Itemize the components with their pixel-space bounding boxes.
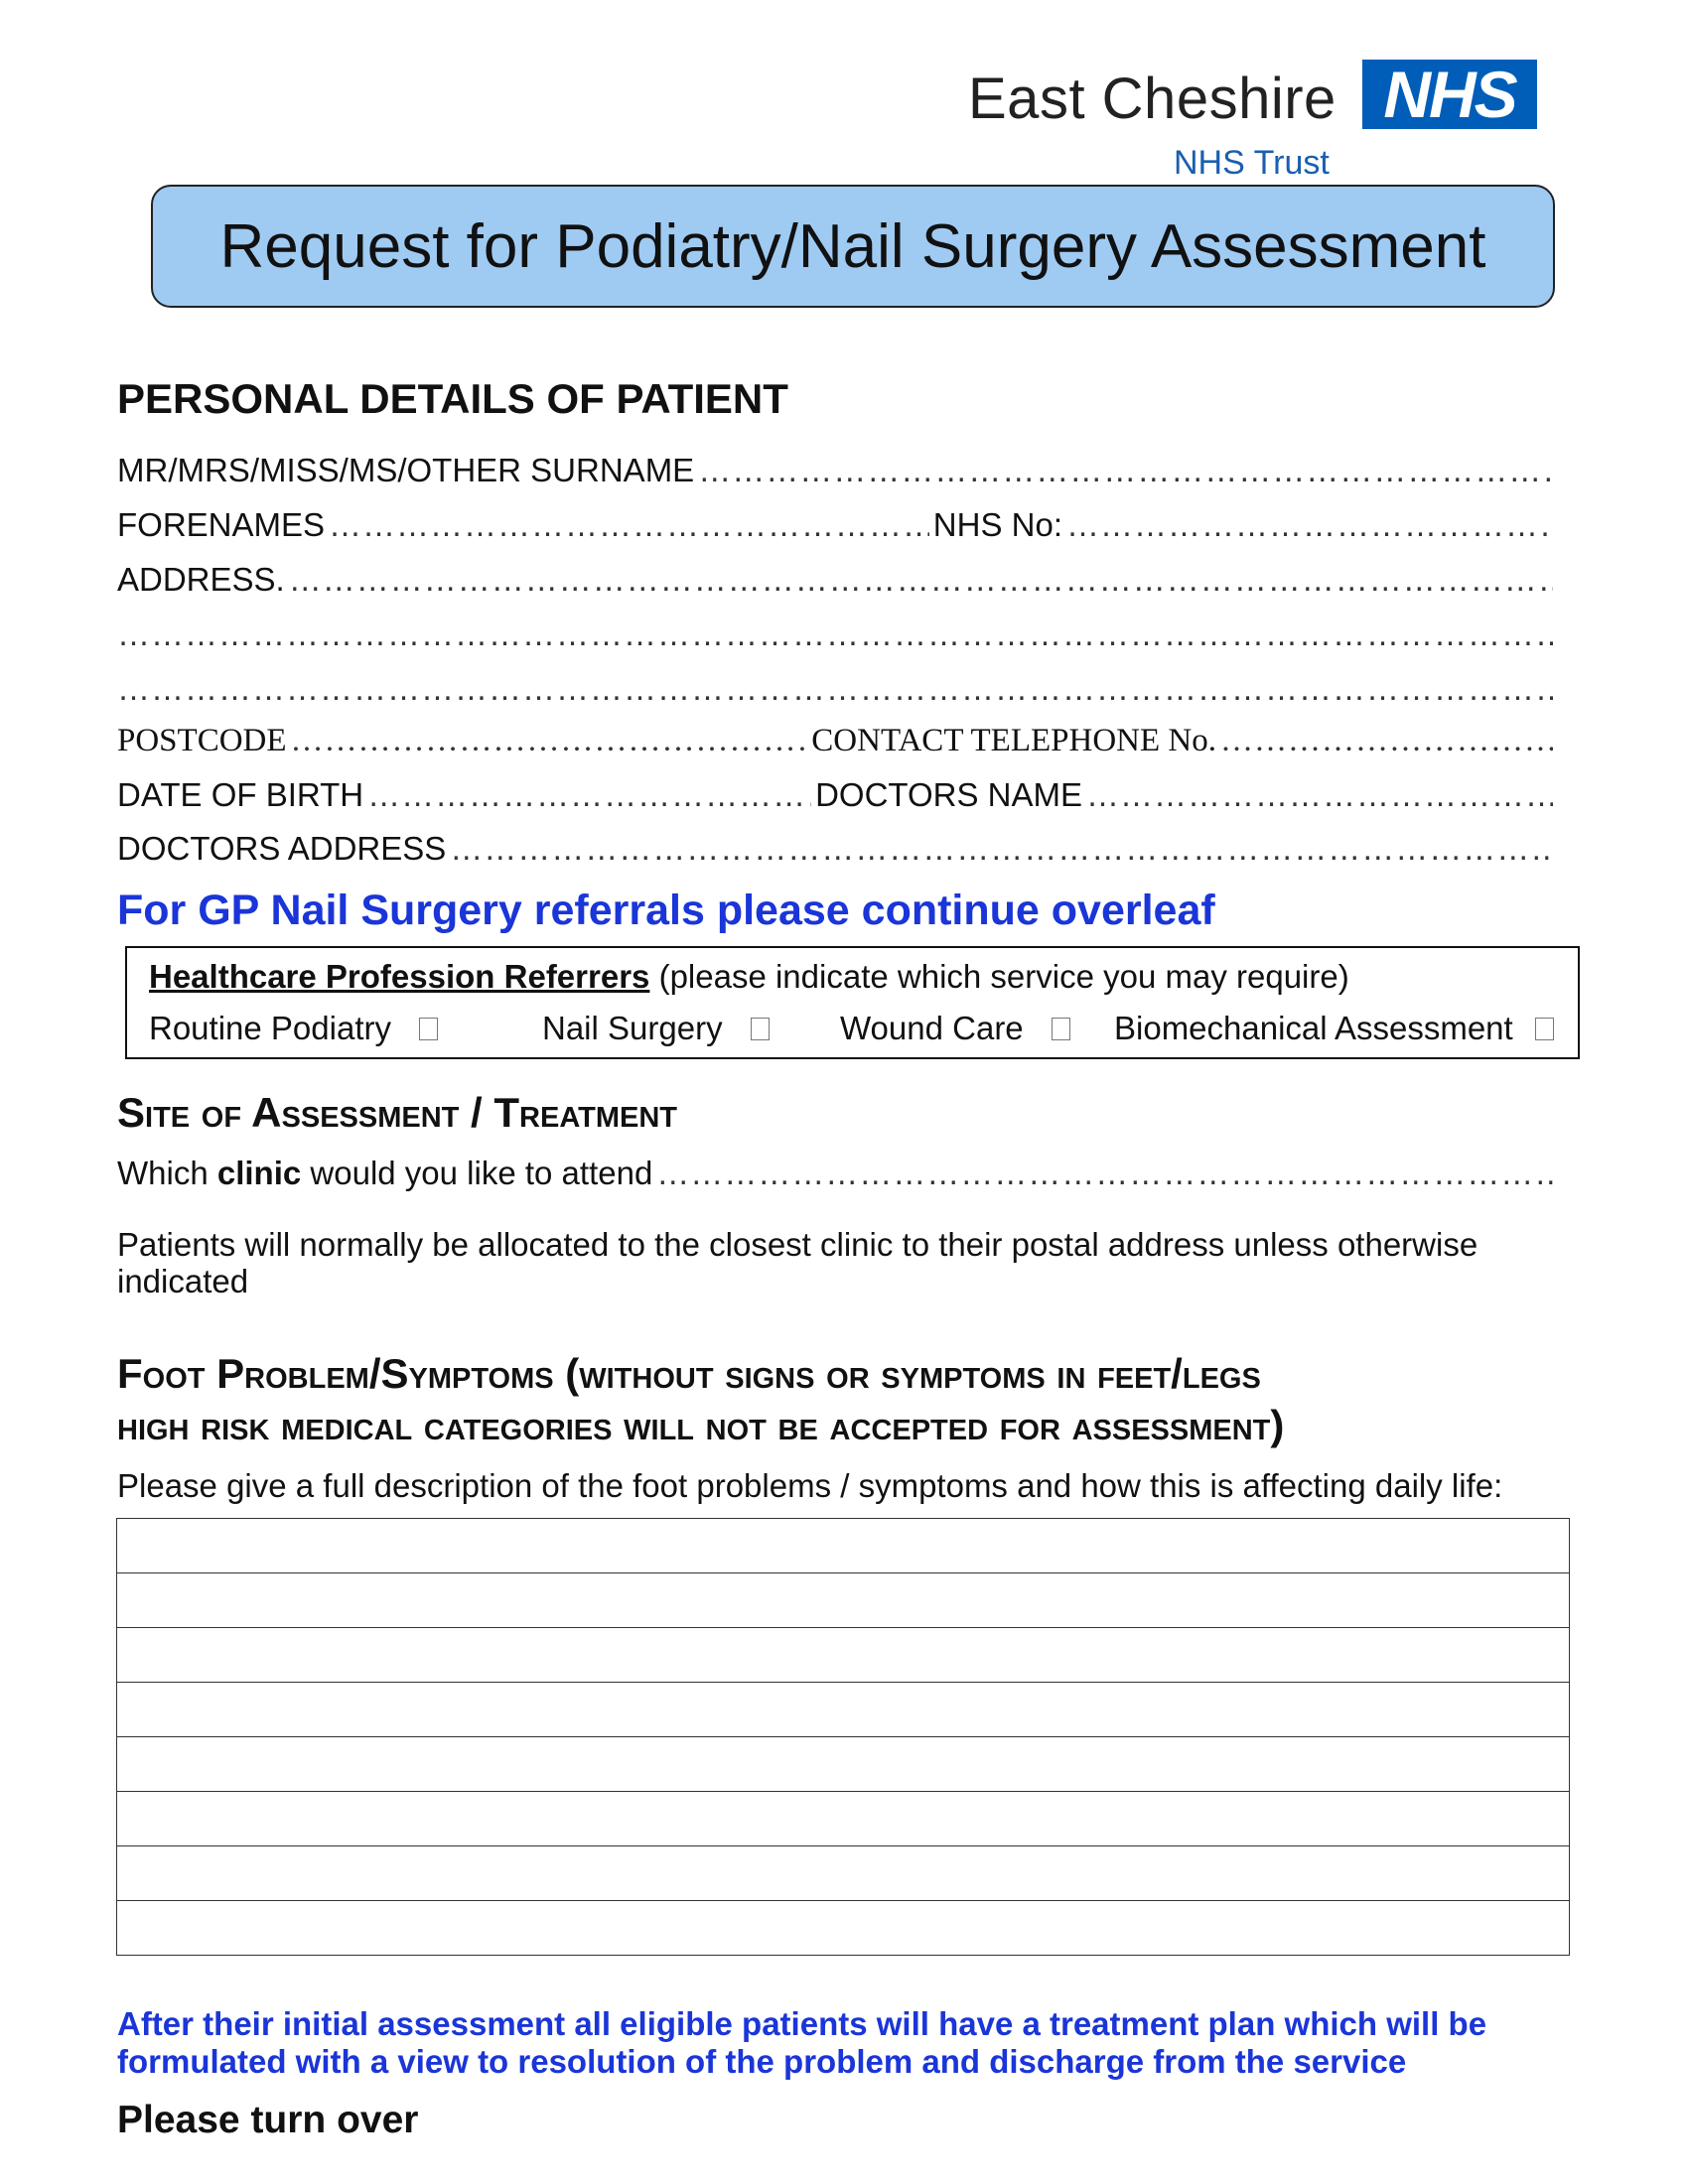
referrers-box (125, 946, 1580, 1059)
nail-surgery-checkbox[interactable] (751, 1018, 770, 1040)
option-label: Biomechanical Assessment (1114, 1010, 1513, 1046)
gp-referral-notice: For GP Nail Surgery referrals please continue overleaf (117, 887, 1215, 934)
foot-instruction: Please give a full description of the foot problems / symptoms and how this is affecting daily life: (117, 1467, 1503, 1504)
title-banner (151, 185, 1555, 308)
referrers-subtitle: (please indicate which service you may require) (649, 958, 1349, 995)
doctor-address-input-line[interactable] (450, 830, 1553, 868)
option-nail-surgery[interactable] (542, 1010, 770, 1047)
wound-care-checkbox[interactable] (1052, 1018, 1070, 1040)
symptoms-line[interactable] (117, 1792, 1570, 1846)
biomechanical-assessment-checkbox[interactable] (1535, 1018, 1554, 1040)
postcode-telephone-row (117, 723, 1557, 759)
option-wound-care[interactable] (840, 1010, 1070, 1047)
symptoms-line[interactable] (117, 1846, 1570, 1901)
option-biomechanical-assessment[interactable] (1114, 1010, 1554, 1047)
telephone-input-line[interactable] (1220, 723, 1553, 759)
symptoms-table (116, 1518, 1570, 1956)
option-label: Nail Surgery (542, 1010, 723, 1046)
dob-input-line[interactable] (367, 776, 811, 814)
surname-label: MR/MRS/MISS/MS/OTHER SURNAME (117, 452, 695, 488)
treatment-plan-note: After their initial assessment all eligible patients will have a treatment plan which will be formulated with a view to resolution of the problem and discharge from the service (117, 2005, 1487, 2080)
doctor-name-label: DOCTORS NAME (815, 776, 1082, 813)
surname-field[interactable] (117, 452, 1557, 489)
personal-details-heading: PERSONAL DETAILS OF PATIENT (117, 375, 788, 422)
trust-name: NHS Trust (1174, 144, 1330, 182)
address-line-3[interactable] (117, 670, 1557, 708)
form-title: Request for Podiatry/Nail Surgery Assessment (219, 211, 1486, 281)
forenames-nhs-row (117, 506, 1557, 544)
clinic-field[interactable] (117, 1155, 1557, 1192)
doctor-address-label: DOCTORS ADDRESS (117, 830, 447, 867)
symptoms-line[interactable] (117, 1683, 1570, 1737)
address-field[interactable] (117, 561, 1557, 599)
symptoms-line[interactable] (117, 1901, 1570, 1956)
foot-heading-line-2: high risk medical categories will not be accepted for assessment) (117, 1402, 1285, 1448)
routine-podiatry-checkbox[interactable] (419, 1018, 438, 1040)
referrers-title: Healthcare Profession Referrers (149, 958, 650, 995)
nhs-number-label: NHS No: (932, 506, 1062, 543)
dob-doctor-row (117, 776, 1557, 814)
forenames-input-line[interactable] (329, 506, 929, 544)
turn-over-text: Please turn over (117, 2099, 419, 2141)
postcode-label: POSTCODE (117, 723, 287, 758)
dob-label: DATE OF BIRTH (117, 776, 364, 813)
telephone-label: CONTACT TELEPHONE No. (811, 723, 1216, 758)
forenames-label: FORENAMES (117, 506, 326, 543)
org-name: East Cheshire (968, 67, 1336, 131)
symptoms-line[interactable] (117, 1628, 1570, 1683)
referrers-title-row (149, 958, 1349, 996)
clinic-note-line-2: indicated (117, 1263, 249, 1299)
clinic-note-line-1: Patients will normally be allocated to the closest clinic to their postal address unless otherwise (117, 1226, 1478, 1263)
address-label: ADDRESS. (117, 561, 285, 598)
symptoms-line[interactable] (117, 1519, 1570, 1573)
doctor-address-field[interactable] (117, 830, 1557, 868)
nhs-number-input-line[interactable] (1066, 506, 1553, 544)
option-routine-podiatry[interactable] (149, 1010, 438, 1047)
nhs-logo: NHS (1362, 60, 1537, 129)
postcode-input-line[interactable] (291, 723, 808, 759)
address-line-2[interactable] (117, 615, 1557, 653)
option-label: Routine Podiatry (149, 1010, 391, 1046)
address-input-line-3[interactable] (117, 670, 1553, 708)
site-heading: Site of Assessment / Treatment (117, 1089, 677, 1136)
doctor-name-input-line[interactable] (1086, 776, 1553, 814)
foot-heading-line-1: Foot Problem/Symptoms (without signs or symptoms in feet/legs (117, 1350, 1261, 1397)
surname-input-line[interactable] (698, 452, 1553, 489)
clinic-label: Which clinic would you like to attend (117, 1155, 653, 1191)
address-input-line-1[interactable] (289, 561, 1553, 599)
symptoms-line[interactable] (117, 1737, 1570, 1792)
address-input-line-2[interactable] (117, 615, 1553, 653)
option-label: Wound Care (840, 1010, 1024, 1046)
clinic-input-line[interactable] (656, 1155, 1553, 1192)
symptoms-line[interactable] (117, 1573, 1570, 1628)
